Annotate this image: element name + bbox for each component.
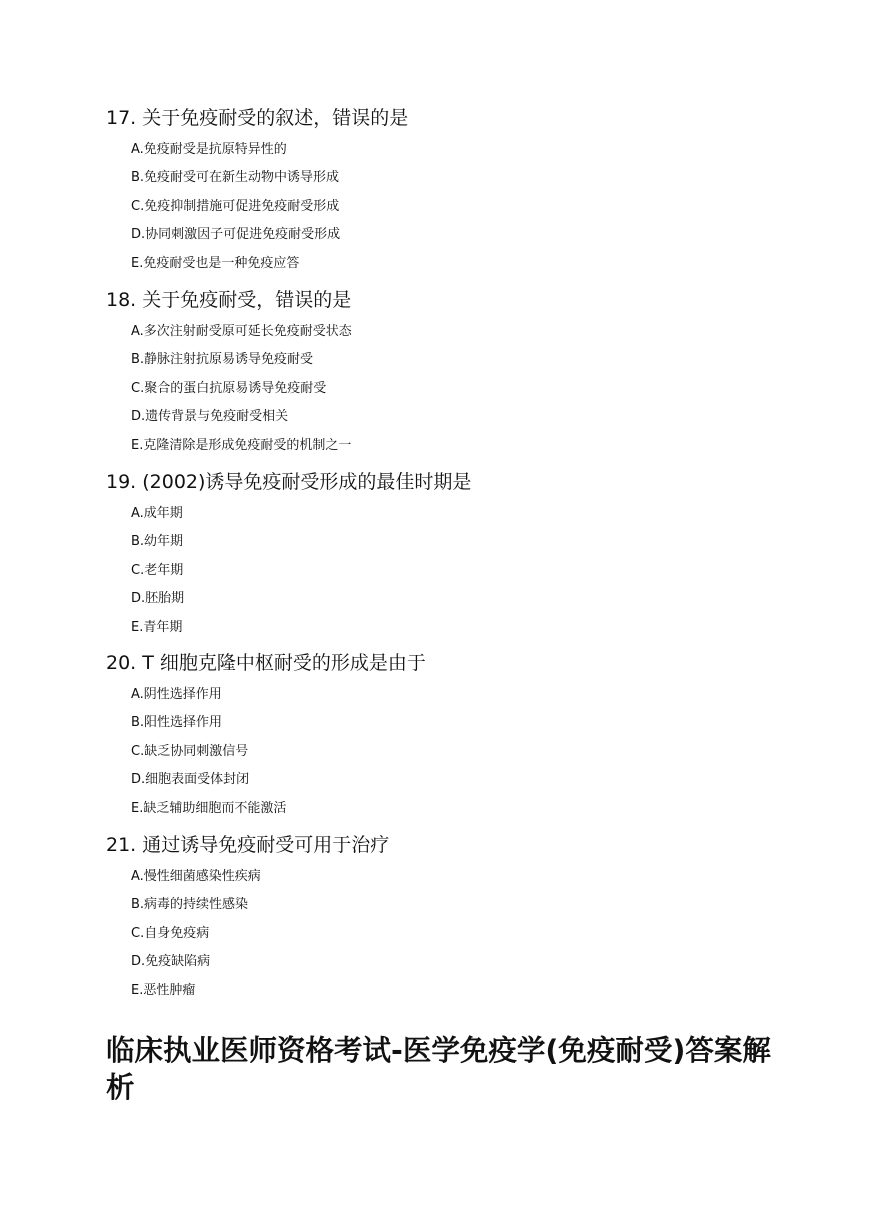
option-d: D.胚胎期	[131, 591, 185, 607]
option-b: B.静脉注射抗原易诱导免疫耐受	[131, 352, 314, 368]
option-d: D.免疫缺陷病	[131, 954, 211, 970]
option-list	[106, 686, 806, 817]
option-d: D.遗传背景与免疫耐受相关	[131, 409, 289, 425]
question-title: 17. 关于免疫耐受的叙述，错误的是	[106, 107, 409, 129]
question-title: 20. T 细胞克隆中枢耐受的形成是由于	[106, 652, 426, 674]
option-b: B.病毒的持续性感染	[131, 897, 249, 913]
option-e: E.缺乏辅助细胞而不能激活	[131, 800, 287, 816]
question-18	[106, 288, 806, 454]
option-list	[106, 505, 806, 636]
question-19	[106, 470, 806, 636]
option-c: C.缺乏协同刺激信号	[131, 743, 249, 759]
option-a: A.多次注射耐受原可延长免疫耐受状态	[131, 324, 352, 339]
question-17	[106, 106, 806, 272]
question-21	[106, 833, 806, 999]
option-e: E.免疫耐受也是一种免疫应答	[131, 255, 300, 271]
option-b: B.阳性选择作用	[131, 715, 223, 731]
option-list	[106, 868, 806, 999]
answer-section-heading: 临床执业医师资格考试-医学免疫学(免疫耐受)答案解析	[106, 1034, 771, 1104]
option-d: D.协同刺激因子可促进免疫耐受形成	[131, 227, 341, 243]
option-list	[106, 141, 806, 272]
option-b: B.免疫耐受可在新生动物中诱导形成	[131, 170, 340, 186]
question-20	[106, 651, 806, 817]
option-c: C.老年期	[131, 562, 184, 578]
option-d: D.细胞表面受体封闭	[131, 772, 250, 788]
option-a: A.成年期	[131, 506, 183, 521]
option-e: E.青年期	[131, 619, 183, 635]
question-title: 21. 通过诱导免疫耐受可用于治疗	[106, 834, 390, 856]
option-a: A.慢性细菌感染性疾病	[131, 869, 261, 884]
question-title: 18. 关于免疫耐受，错误的是	[106, 289, 352, 311]
option-c: C.自身免疫病	[131, 925, 210, 941]
option-a: A.免疫耐受是抗原特异性的	[131, 142, 287, 157]
option-c: C.聚合的蛋白抗原易诱导免疫耐受	[131, 380, 327, 396]
option-e: E.克隆清除是形成免疫耐受的机制之一	[131, 437, 352, 453]
option-list	[106, 323, 806, 454]
option-a: A.阴性选择作用	[131, 687, 222, 702]
option-e: E.恶性肿瘤	[131, 982, 196, 998]
option-c: C.免疫抑制措施可促进免疫耐受形成	[131, 198, 340, 214]
question-title: 19. (2002)诱导免疫耐受形成的最佳时期是	[106, 471, 472, 493]
option-b: B.幼年期	[131, 534, 184, 550]
